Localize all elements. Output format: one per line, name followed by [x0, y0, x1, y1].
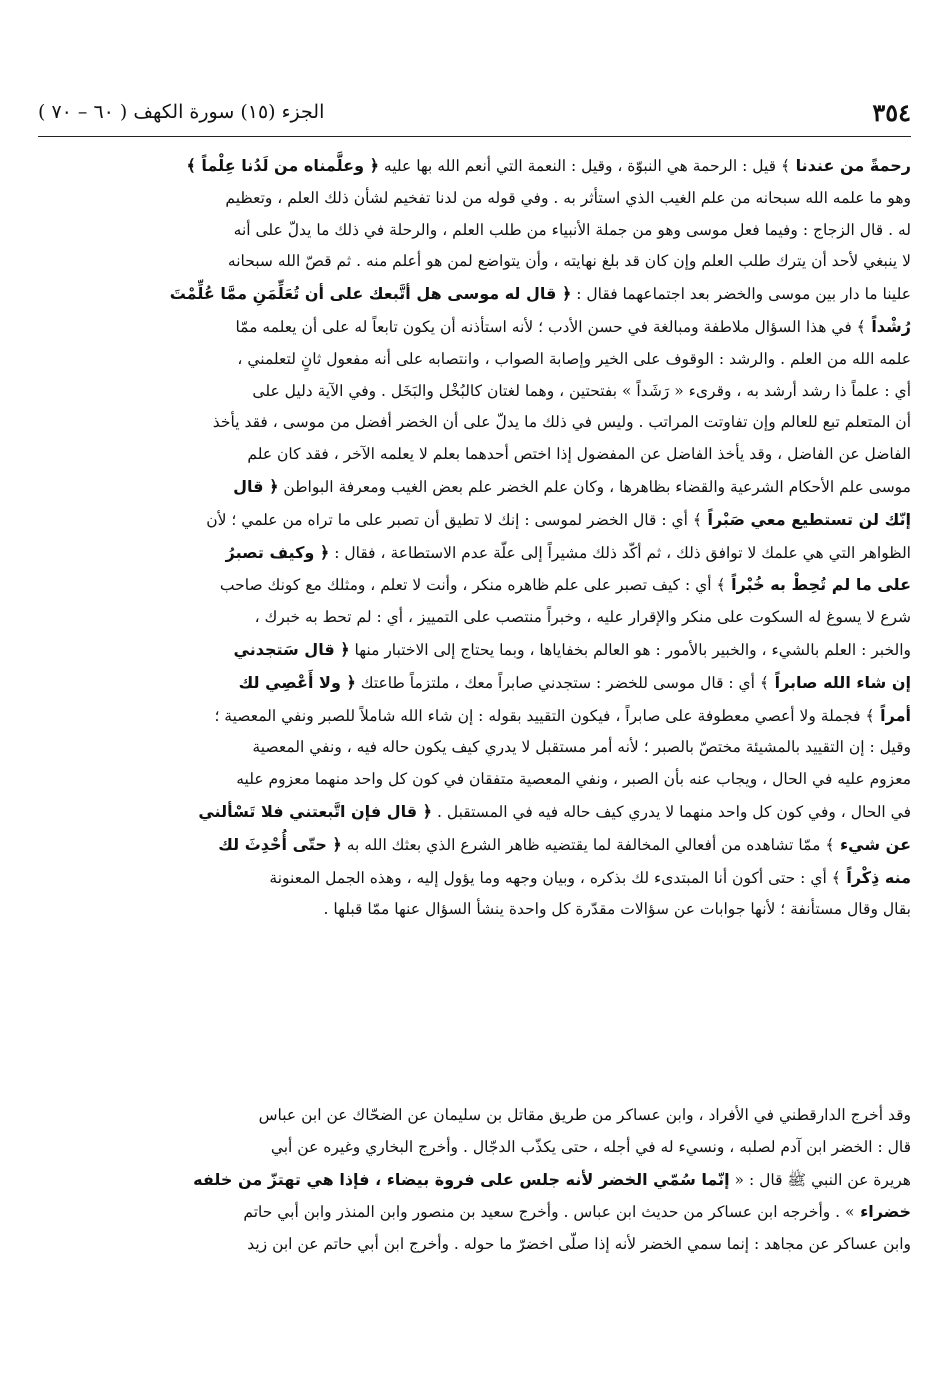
text-segment: والخبر : العلم بالشيء ، والخبير بالأمور : هو العالم بخفاياها ، وبما يحتاج إلى الاختبار منها: [349, 640, 911, 659]
text-line: [38, 764, 911, 796]
text-segment: شرع لا يسوغ له السكوت على منكر والإقرار عليه ، وخبراً منتصب على التمييز ، أي : لم تحط به خبرك ،: [254, 608, 911, 627]
text-segment: أي : علماً ذا رشد أرشد به ، وقرىء « رَشَداً » بفتحتين ، وهما لغتان كالبُخْل والبَخَل . وفي الآية دليل على: [252, 381, 911, 400]
text-segment: الفاضل عن الفاضل ، وقد يأخذ الفاضل عن المفضول إذا اختص أحدهما بعلم لا يعلمه الآخر ، فقد كان علم: [247, 445, 911, 464]
text-segment: علمه الله من العلم . والرشد : الوقوف على الخير وإصابة الصواب ، وانتصابه على أنه مفعول ثانٍ لتعلمني ،: [237, 349, 911, 368]
text-segment: » . وأخرجه ابن عساكر من حديث ابن عباس . وأخرج سعيد بن منصور وابن المنذر وابن أبي حاتم: [243, 1203, 855, 1222]
quran-verse: ﴿ وكيف تصبرُ: [225, 542, 330, 562]
quran-verse: على ما لم تُحِطْ به خُبْراً: [725, 575, 911, 595]
text-line: [38, 311, 911, 344]
quran-verse: ﴿ قال فإن اتَّبعتني فلا تَسْألني: [198, 801, 433, 821]
text-line: [38, 1164, 911, 1197]
text-line: [38, 537, 911, 570]
text-line: [38, 700, 911, 733]
text-segment: ﴾ قيل : الرحمة هي النبوّة ، وقيل : النعمة التي أنعم الله بها عليه: [378, 157, 791, 175]
text-segment: الظواهر التي هي علمك لا توافق ذلك ، ثم أكّد ذلك مشيراً إلى علّة عدم الاستطاعة ، فقال :: [329, 543, 911, 562]
text-segment: قال : الخضر ابن آدم لصلبه ، ونسيء له في أجله ، حتى يكذّب الدجّال . وأخرج البخاري وغيره عن أبي: [270, 1137, 911, 1156]
text-segment: هريرة عن النبي ﷺ قال : «: [729, 1170, 911, 1189]
text-line: [38, 796, 911, 829]
header-divider: [38, 136, 911, 137]
text-line: [38, 1100, 911, 1132]
quran-verse: أمراً: [874, 705, 911, 725]
text-segment: معزوم عليه في الحال ، ويجاب عنه بأن الصبر ، ونفي المعصية متفقان في كون كل واحد منهما معزوم عليه: [236, 770, 911, 789]
text-segment: وهو ما علمه الله سبحانه من علم الغيب الذي استأثر به . وفي قوله من لدنا تفخيم لشأن ذلك العلم ، وتعظيم: [225, 188, 911, 207]
hadith-quote: خضراء: [854, 1202, 911, 1222]
commentary-text: [38, 150, 911, 926]
text-line: [38, 829, 911, 862]
page-header: [38, 98, 911, 138]
hadith-quote: إنّما سُمّي الخضر لأنه جلس على فروة بيضاء ، فإذا هي تهتزّ من خلفه: [193, 1169, 730, 1189]
text-line: [38, 278, 911, 311]
quran-verse: إنّك لن تستطيع معي صَبْراً: [701, 509, 911, 529]
quran-verse: ﴿ قال له موسى هل أتَّبعك على أن تُعَلِّمَنِ ممَّا عُلِّمْتَ: [169, 284, 572, 304]
text-line: [38, 439, 911, 471]
quran-verse: ﴿ قال سَتجدني: [233, 639, 350, 659]
quran-verse: عن شيء: [834, 834, 911, 854]
text-line: [38, 602, 911, 634]
page-number: ٣٥٤: [872, 98, 911, 127]
text-segment: بقال وقال مستأنفة ؛ لأنها جوابات عن سؤالات مقدّرة كل واحدة ينشأ السؤال عنها ممّا قبلها .: [323, 900, 911, 919]
text-line: [38, 862, 911, 895]
text-line: [38, 1229, 911, 1261]
text-segment: علينا ما دار بين موسى والخضر بعد اجتماعهما فقال :: [571, 285, 911, 304]
text-line: [38, 1132, 911, 1164]
text-line: [38, 569, 911, 602]
text-segment: ﴾ أي : قال الخضر لموسى : إنك لا تطيق أن تصبر على ما تراه من علمي ؛ لأن: [206, 510, 702, 529]
running-head: الجزء (١٥) سورة الكهف ( ٦٠ – ٧٠ ): [38, 101, 325, 123]
text-segment: ﴾ فجملة ولا أعصي معطوفة على صابراً ، فيكون التقييد بقوله : إن شاء الله شاملاً للصبر ونفي المعصية ؛: [214, 706, 875, 725]
text-line: [38, 634, 911, 667]
text-segment: له . قال الزجاج : وفيما فعل موسى وهو من جملة الأنبياء من طلب العلم ، والرحلة في ذلك ما يدلّ على أنه: [233, 220, 911, 239]
text-segment: في الحال ، وفي كون كل واحد منهما لا يدري كيف حاله فيه في المستقبل .: [432, 802, 911, 821]
text-segment: ﴾ ممّا تشاهده من أفعالي المخالفة لما يقتضيه ظاهر الشرع الذي بعثك الله به: [341, 835, 835, 854]
text-segment: ﴾ أي : قال موسى للخضر : ستجدني صابراً معك ، ملتزماً طاعتك: [355, 673, 770, 692]
narrations-text: [38, 1100, 911, 1261]
text-line: [38, 471, 911, 504]
quran-verse: رُشْداً: [865, 316, 911, 336]
quran-verse: إن شاء الله صابراً: [769, 672, 911, 692]
text-segment: وابن عساكر عن مجاهد : إنما سمي الخضر لأنه إذا صلّى اخضرّ ما حوله . وأخرج ابن أبي حاتم عن ابن زيد: [247, 1235, 911, 1254]
text-line: [38, 183, 911, 215]
text-line: [38, 344, 911, 376]
quran-verse: ﴿ قال: [233, 476, 279, 496]
text-line: [38, 894, 911, 926]
text-segment: ﴾ أي : كيف تصبر على علم ظاهره منكر ، وأنت لا تعلم ، ومثلك مع كونك صاحب: [219, 576, 726, 595]
quran-verse: رحمةً من عندنا: [790, 156, 911, 175]
quran-verse: منه ذِكْراً: [840, 867, 911, 887]
text-line: [38, 215, 911, 247]
text-line: [38, 732, 911, 764]
text-line: [38, 667, 911, 700]
text-segment: وقيل : إن التقييد بالمشيئة مختصّ بالصبر ؛ لأنه أمر مستقبل لا يدري كيف يكون حاله فيه ، ونفي المعصية: [252, 738, 911, 757]
text-line: [38, 1196, 911, 1229]
quran-verse: ﴿ وعلَّمناه من لَدُنا عِلْماً ﴾: [186, 156, 379, 175]
text-line: [38, 246, 911, 278]
text-segment: ﴾ أي : حتى أكون أنا المبتدىء لك بذكره ، وبيان وجهه وما يؤول إليه ، وهذه الجمل المعنونة: [269, 868, 841, 887]
text-segment: وقد أخرج الدارقطني في الأفراد ، وابن عساكر من طريق مقاتل بن سليمان عن الضحّاك عن ابن عباس: [258, 1106, 911, 1124]
text-segment: موسى علم الأحكام الشرعية والقضاء بظاهرها ، وكان علم الخضر علم بعض الغيب ومعرفة البواطن: [278, 477, 911, 496]
text-segment: أن المتعلم تبع للعالم وإن تفاوتت المراتب . وليس في ذلك ما يدلّ على أن الخضر أفضل من موسى ، فقد يأخذ: [212, 413, 911, 432]
text-segment: لا ينبغي لأحد أن يترك طلب العلم وإن كان قد بلغ نهايته ، وأن يتواضع لمن هو أعلم منه . ثم قصّ الله سبحانه: [227, 252, 911, 271]
text-line: [38, 407, 911, 439]
text-line: [38, 376, 911, 408]
text-line: [38, 504, 911, 537]
quran-verse: ﴿ حتّى أُحْدِثَ لك: [218, 834, 342, 854]
quran-verse: ﴿ ولا أَعْصِي لك: [238, 672, 356, 692]
text-line: [38, 150, 911, 183]
text-segment: ﴾ في هذا السؤال ملاطفة ومبالغة في حسن الأدب ؛ لأنه استأذنه أن يكون تابعاً له على أن يعلمه ممّا: [235, 317, 866, 336]
